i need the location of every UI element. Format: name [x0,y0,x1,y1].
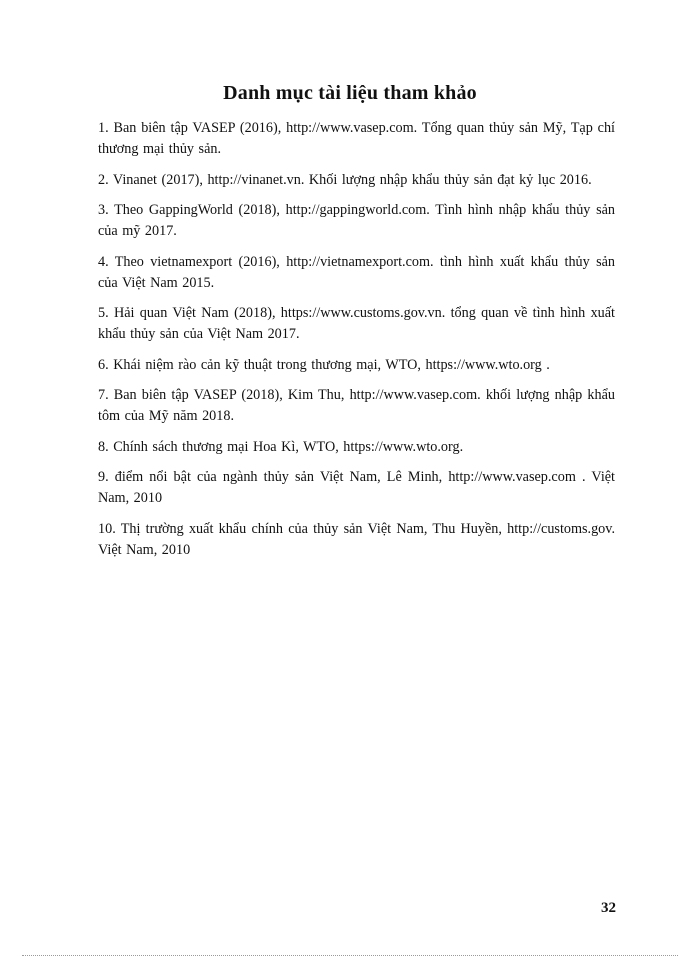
reference-list [98,118,615,570]
reference-item-6: 6. Khái niệm rào cản kỹ thuật trong thương mại, WTO, https://www.wto.org . [98,356,550,373]
page-title: Danh mục tài liệu tham khảo [223,82,477,104]
reference-item-1: 1. Ban biên tập VASEP (2016), http://www.vasep.com. Tổng quan thủy sản Mỹ, Tạp chí thương mại thủy sản. [98,120,615,157]
reference-item-5: 5. Hải quan Việt Nam (2018), https://www.customs.gov.vn. tổng quan về tình hình xuất khẩu thủy sản của Việt Nam 2017. [98,305,615,342]
reference-item-2: 2. Vinanet (2017), http://vinanet.vn. Khối lượng nhập khẩu thủy sản đạt kỷ lục 2016. [98,171,592,188]
reference-item-9: 9. điểm nổi bật của ngành thủy sản Việt Nam, Lê Minh, http://www.vasep.com . Việt Nam, 2010 [98,469,615,506]
reference-item-10: 10. Thị trường xuất khẩu chính của thủy sản Việt Nam, Thu Huyền, http://customs.gov. Việt Nam, 2010 [98,520,615,558]
reference-item-8: 8. Chính sách thương mại Hoa Kì, WTO, https://www.wto.org. [98,438,464,455]
reference-item-3: 3. Theo GappingWorld (2018), http://gappingworld.com. Tình hình nhập khẩu thủy sản của mỹ 2017. [98,202,615,239]
page-bottom-rule [22,955,678,956]
page-number: 32 [601,900,616,916]
reference-item-7: 7. Ban biên tập VASEP (2018), Kim Thu, http://www.vasep.com. khối lượng nhập khẩu tôm của Mỹ năm 2018. [98,387,615,424]
reference-item-4: 4. Theo vietnamexport (2016), http://vietnamexport.com. tình hình xuất khẩu thủy sản của Việt Nam 2015. [98,253,615,291]
